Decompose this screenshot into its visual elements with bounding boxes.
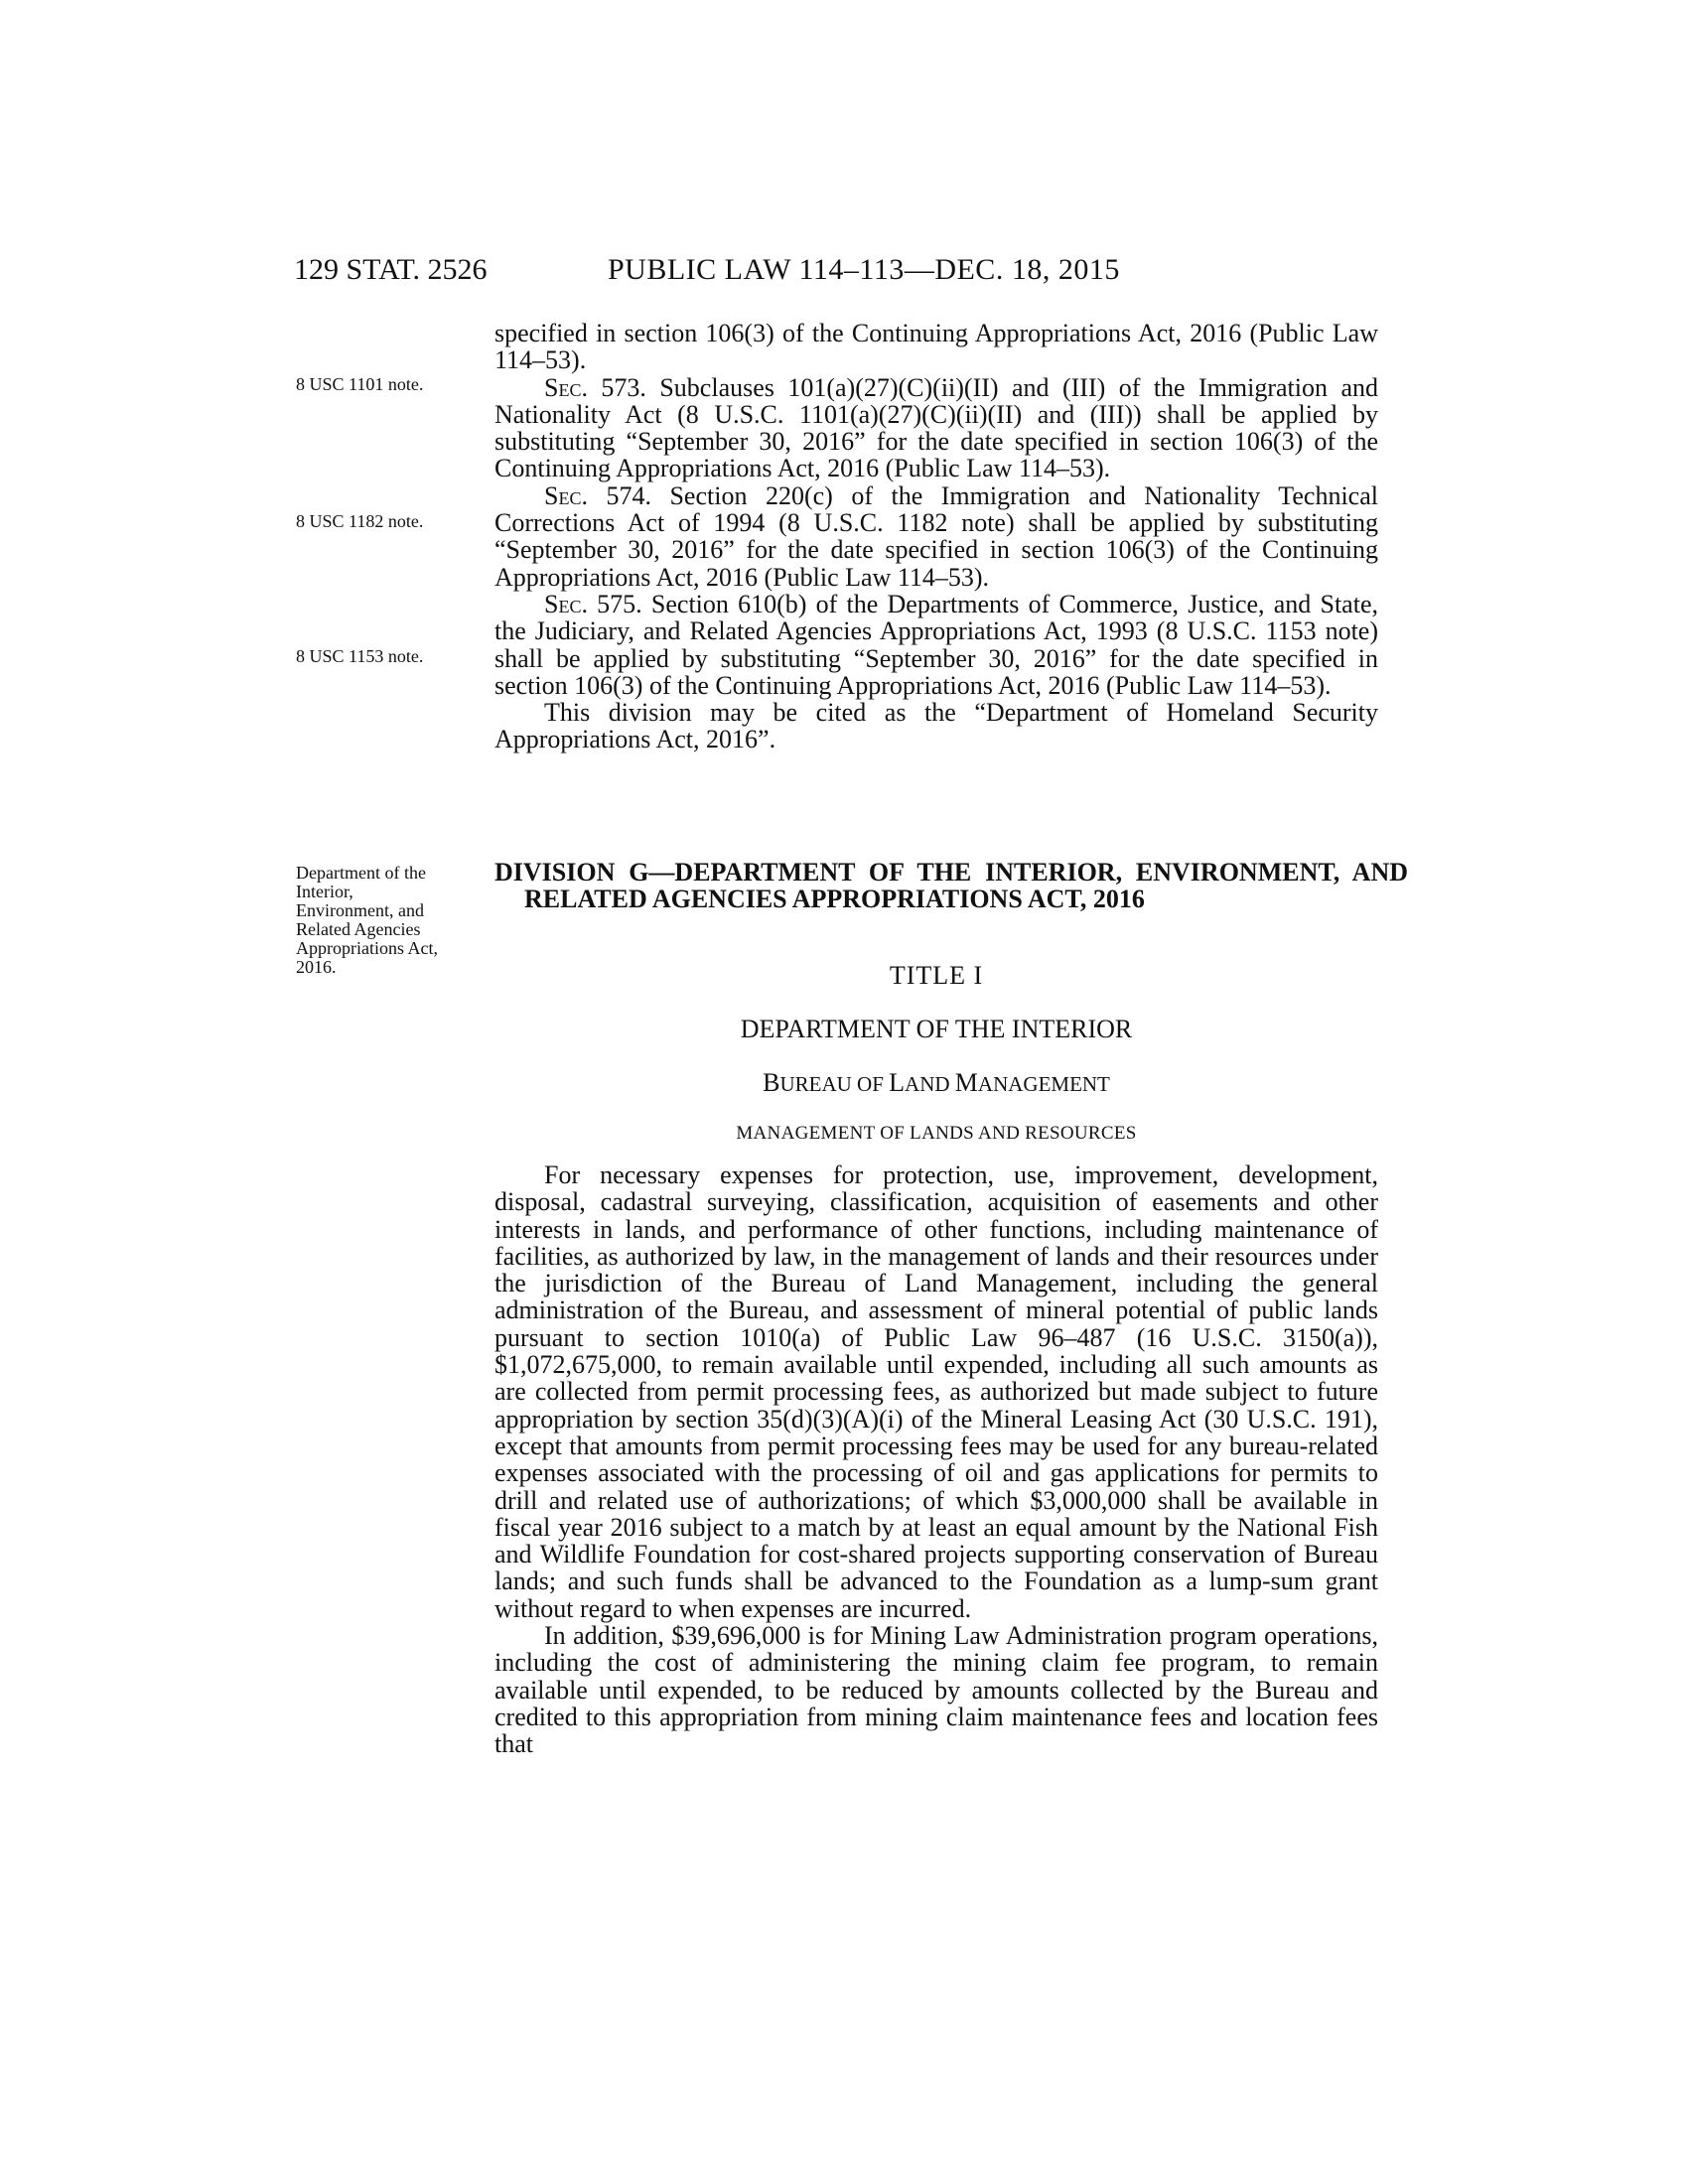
appropriation-paragraph-2: In addition, $39,696,000 is for Mining Law Administration program operations, including the cost of administering the mining claim fee program, to remain available until expended, to be reduced by amounts collected by the Bureau and credited to this appropriation from mining claim maintenance fees and location fees that — [494, 1621, 1378, 1759]
bureau-heading-ureau-of: UREAU OF — [779, 1072, 890, 1096]
section-573-text: Subclauses 101(a)(27)(C)(ii)(II) and (III) of the Immigration and Nationality Act (8 U.S.C. 1101(a)(27)(C)(ii)(II) and (III)) shall be applied by substituting “September 30, 2016” for the date specified in section 106(3) of the Continuing Appropriations Act, 2016 (Public Law 114–53). — [494, 372, 1378, 483]
margin-note-sec-574: 8 USC 1182 note. — [296, 511, 424, 531]
continuation-paragraph: specified in section 106(3) of the Continuing Appropriations Act, 2016 (Public Law 114–53). — [494, 319, 1378, 375]
section-574-text: Section 220(c) of the Immigration and Nationality Technical Corrections Act of 1994 (8 U.S.C. 1182 note) shall be applied by substituting “September 30, 2016” for the date specified in section 106(3) of the Continuing Appropriations Act, 2016 (Public Law 114–53). — [494, 480, 1378, 592]
margin-note-sec-573: 8 USC 1101 note. — [296, 374, 424, 394]
section-575-text: Section 610(b) of the Departments of Commerce, Justice, and State, the Judiciary, and Related Agencies Appropriations Act, 1993 (8 U.S.C. 1153 note) shall be applied by substituting “September 30, 2016” for the date specified in section 106(3) of the Continuing Appropriations Act, 2016 (Public Law 114–53). — [494, 589, 1378, 700]
account-subheading: MANAGEMENT OF LANDS AND RESOURCES — [736, 1123, 1137, 1144]
margin-note-division-g: Department of the Interior, Environment, and Related Agencies Appropriations Act, 2016. — [296, 863, 438, 977]
stat-reference: 129 STAT. 2526 — [294, 253, 488, 286]
running-header — [294, 250, 1215, 290]
division-citation: This division may be cited as the “Department of Homeland Security Appropriations Act, 2016”. — [494, 698, 1378, 754]
appropriation-paragraph-1: For necessary expenses for protection, use, improvement, development, disposal, cadastral surveying, classification, acquisition of easements and other interests in lands, and performance of other functions, including maintenance of facilities, as authorized by law, in the management of lands and their resources under the jurisdiction of the Bureau of Land Management, including the general administration of the Bureau, and assessment of mineral potential of public lands pursuant to section 1010(a) of Public Law 96–487 (16 U.S.C. 3150(a)), $1,072,675,000, to remain available until expended, including all such amounts as are collected from permit processing fees, as authorized but made subject to future appropriation by section 35(d)(3)(A)(i) of the Mineral Leasing Act (30 U.S.C. 191), except that amounts from permit processing fees may be used for any bureau-related expenses associated with the processing of oil and gas applications for permits to drill and related use of authorizations; of which $3,000,000 shall be available in fiscal year 2016 subject to a match by at least an equal amount by the National Fish and Wildlife Foundation for cost-shared projects supporting conservation of Bureau lands; and such funds shall be advanced to the Foundation as a lump-sum grant without regard to when expenses are incurred. — [494, 1160, 1378, 1623]
bureau-heading-m: M — [954, 1068, 978, 1097]
law-reference: PUBLIC LAW 114–113—DEC. 18, 2015 — [608, 253, 1120, 286]
bureau-heading — [494, 1070, 1378, 1097]
title-heading: TITLE I — [889, 961, 984, 990]
bureau-heading-l: L — [889, 1068, 906, 1097]
section-575-label: Sec. 575. — [544, 589, 642, 618]
bureau-heading-b: B — [763, 1068, 780, 1097]
division-heading: DIVISION G—DEPARTMENT OF THE INTERIOR, ENVIRONMENT, AND RELATED AGENCIES APPROPRIATIONS ACT, 2016 — [494, 858, 1408, 913]
section-573-label: Sec. 573. — [544, 372, 646, 402]
section-575 — [494, 591, 1378, 699]
homeland-security-sections — [494, 320, 1378, 753]
bureau-heading-anagement: ANAGEMENT — [977, 1072, 1110, 1096]
appropriation-body — [494, 1161, 1378, 1758]
department-heading: DEPARTMENT OF THE INTERIOR — [740, 1015, 1133, 1043]
section-574-label: Sec. 574. — [544, 480, 651, 510]
margin-note-sec-575: 8 USC 1153 note. — [296, 646, 424, 666]
section-574 — [494, 482, 1378, 591]
section-573 — [494, 374, 1378, 482]
bureau-heading-and: AND — [905, 1072, 955, 1096]
